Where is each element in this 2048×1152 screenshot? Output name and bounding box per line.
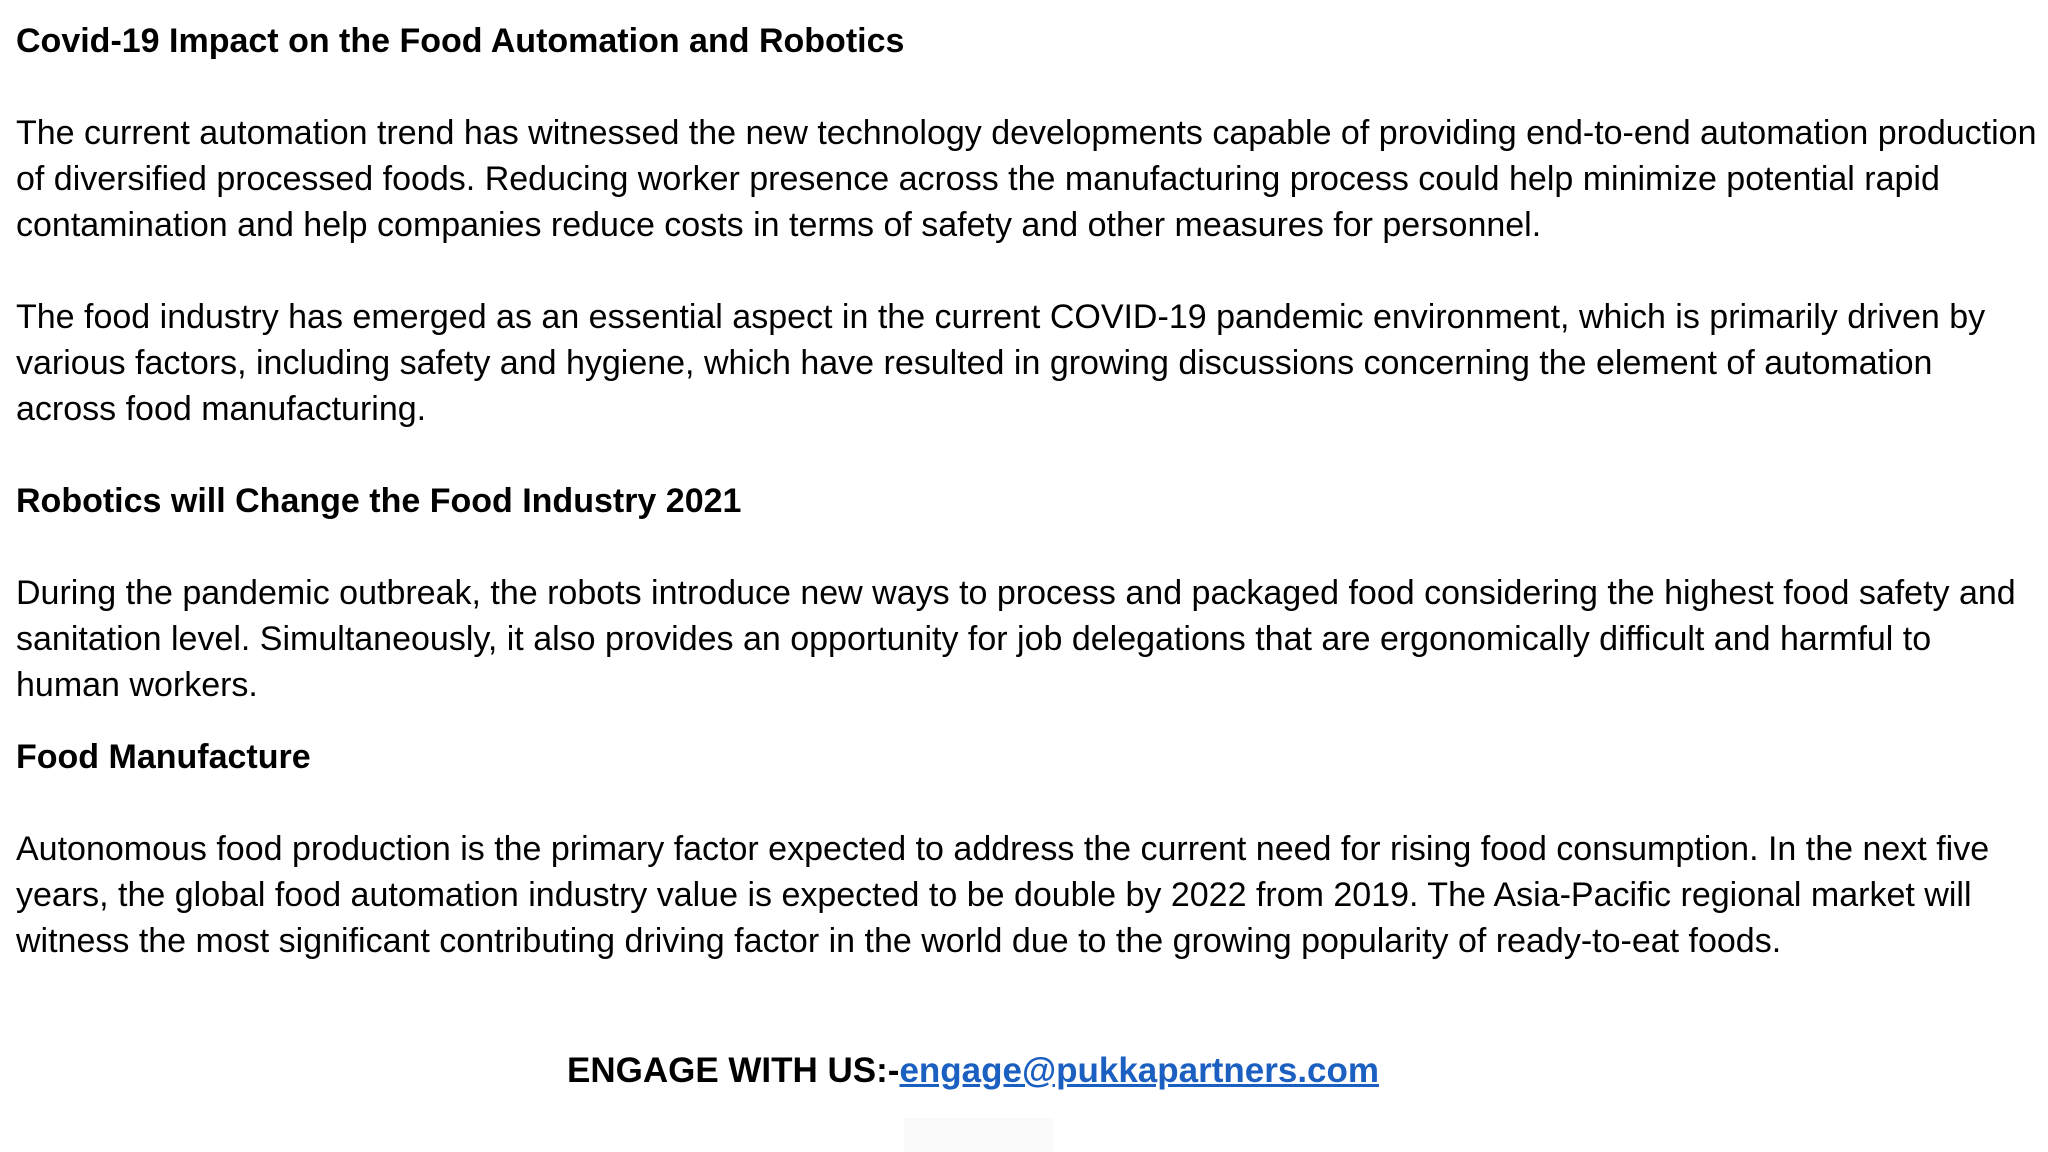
footer-shade: [904, 1118, 1054, 1152]
engage-line: [0, 1048, 1946, 1094]
section-heading-covid-impact: Covid-19 Impact on the Food Automation and Robotics: [16, 22, 905, 60]
paragraph-food-industry-essential: The food industry has emerged as an essential aspect in the current COVID-19 pandemic environment, which is primarily driven by various factors, including safety and hygiene, which have resulted in growing discussions concerning the element of automation across food manufacturing.: [16, 298, 1986, 428]
section-heading-food-manufacture: Food Manufacture: [16, 738, 311, 776]
paragraph-automation-trend: The current automation trend has witnessed the new technology developments capable of providing end-to-end automation production of diversified processed foods. Reducing worker presence across the manufacturing process could help minimize potential rapid contamination and help companies reduce costs in terms of safety and other measures for personnel.: [16, 114, 2037, 244]
engage-label: ENGAGE WITH US:-: [566, 1051, 900, 1090]
engage-email-link[interactable]: engage@pukkapartners.com: [899, 1051, 1380, 1090]
document-body: [16, 18, 2040, 964]
paragraph-pandemic-robots: During the pandemic outbreak, the robots introduce new ways to process and packaged food considering the highest food safety and sanitation level. Simultaneously, it also provides an opportunity for job delegations that are ergonomically difficult and harmful to human workers.: [16, 574, 2016, 704]
paragraph-autonomous-production: Autonomous food production is the primary factor expected to address the current need for rising food consumption. In the next five years, the global food automation industry value is expected to be double by 2022 from 2019. The Asia-Pacific regional market will witness the most significant contributing driving factor in the world due to the growing popularity of ready-to-eat foods.: [16, 830, 1990, 960]
section-heading-robotics-change: Robotics will Change the Food Industry 2021: [16, 482, 742, 520]
